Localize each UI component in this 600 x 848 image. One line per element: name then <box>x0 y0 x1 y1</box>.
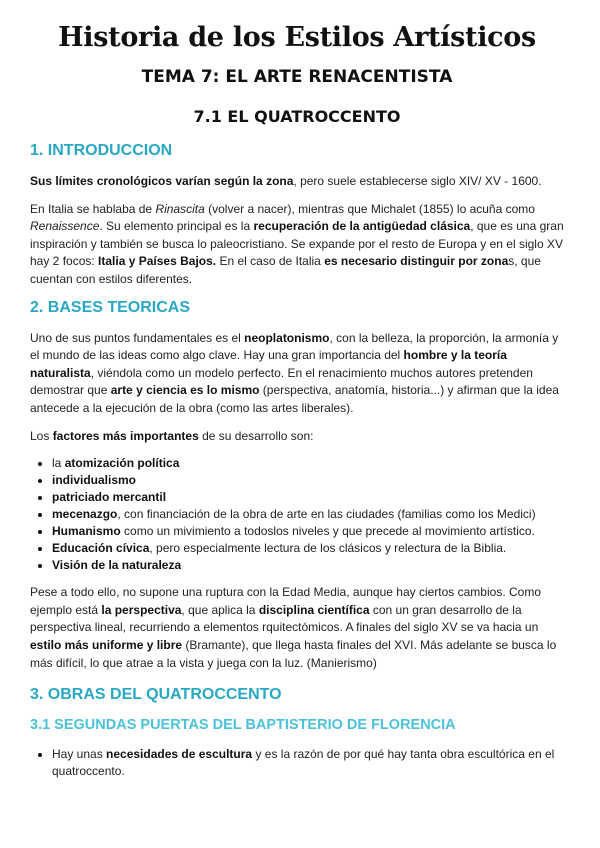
list-item <box>52 489 564 506</box>
text: Uno de sus puntos fundamentales es el <box>30 330 245 345</box>
text: , pero suele establecerse siglo XIV/ XV - 1600. <box>293 174 542 188</box>
text: , que es una gran inspiración y también se busca lo paleocristiano. Se expande por el resto de Europa y en el siglo XV hay 2 focos: <box>30 219 564 269</box>
bold-text: Educación cívica <box>52 541 150 556</box>
bold-text: es necesario distinguir por zona <box>324 254 509 269</box>
section-heading-introduccion: 1. INTRODUCCION <box>30 142 173 159</box>
text: la <box>52 456 65 471</box>
text: , pero especialmente lectura de los clásicos y relectura de la Biblia. <box>149 541 507 556</box>
bold-text: Italia y Países Bajos. <box>98 254 217 269</box>
text: de su desarrollo son: <box>198 428 314 443</box>
factores-list <box>30 455 564 574</box>
bold-text: estilo más uniforme y libre <box>30 637 183 652</box>
bold-text: atomización política <box>64 456 180 471</box>
list-item <box>52 746 564 780</box>
document-title: Historia de los Estilos Artísticos <box>58 22 536 53</box>
paragraph-perspectiva <box>30 584 564 672</box>
text: y es la razón de por qué hay tanta obra escultórica en el quatroccento. <box>52 747 555 779</box>
paragraph-neoplatonismo <box>30 330 564 418</box>
paragraph-italia <box>30 201 564 289</box>
bold-text: hombre y la teoría naturalista <box>30 348 507 380</box>
text: , viéndola como un modelo perfecto. En el renacimiento muchos autores pretenden demostrar que <box>30 365 533 398</box>
text: En el caso de Italia <box>216 254 325 269</box>
list-item <box>52 540 564 557</box>
list-item <box>52 455 564 472</box>
bold-text: Visión de la naturaleza <box>52 558 182 573</box>
paragraph-limites <box>30 173 564 191</box>
text: como un mivimiento a todoslos niveles y que precede al movimiento artístico. <box>120 524 535 539</box>
text: (Bramante), que llega hasta finales del XVI. Más adelante se busca lo más difícil, lo que atrae a la vista y juega con la luz. (Manierismo) <box>30 637 557 670</box>
paragraph-factores <box>30 428 564 446</box>
text: , que aplica la <box>181 602 259 617</box>
list-item <box>52 472 564 489</box>
text: . Su elemento principal es la <box>99 219 254 234</box>
bold-text: Humanismo <box>52 524 121 539</box>
bold-text: necesidades de escultura <box>106 747 253 762</box>
text: Pese a todo ello, no supone una ruptura con la Edad Media, aunque hay ciertos cambios. Como ejemplo está <box>30 585 541 617</box>
text: , con la belleza, la proporción, la armonía y el mundo de las ideas como algo clave. Hay una gran importancia del <box>30 330 559 363</box>
tema-heading: TEMA 7: EL ARTE RENACENTISTA <box>141 67 453 87</box>
text: En Italia se hablaba de <box>30 201 156 216</box>
italic-text: Renaissence <box>30 219 100 234</box>
bold-text: disciplina científica <box>258 602 370 617</box>
text: , con financiación de la obra de arte en las ciudades (familias como los Medici) <box>117 507 536 522</box>
section-heading-obras: 3. OBRAS DEL QUATROCCENTO <box>30 686 282 704</box>
bold-text: arte y ciencia es lo mismo <box>110 383 260 398</box>
obras-list <box>30 746 564 780</box>
subtema-heading: 7.1 EL QUATROCCENTO <box>193 107 401 126</box>
bold-text: la perspectiva <box>101 602 182 617</box>
text: con un gran desarrollo de la perspectiva lineal, recurriendo a elementos rquitectómicos. A finales del siglo XV se va hacia un <box>30 602 539 635</box>
subsection-heading-puertas: 3.1 SEGUNDAS PUERTAS DEL BAPTISTERIO DE FLORENCIA <box>30 717 456 734</box>
bold-text: factores más importantes <box>52 428 199 443</box>
bold-text: Sus límites cronológicos varían según la zona <box>30 174 294 188</box>
bold-text: mecenazgo <box>52 507 118 522</box>
text: (volver a nacer), mientras que Michalet (1855) lo acuña como <box>204 201 535 216</box>
section-heading-bases-teoricas: 2. BASES TEORICAS <box>30 298 191 316</box>
text: Hay unas <box>52 747 107 762</box>
list-item <box>52 523 564 540</box>
bold-text: individualismo <box>52 473 137 488</box>
text: (perspectiva, anatomía, historia...) y afirman que la idea antecede a la ejecución de la obra (como las artes liberales). <box>30 383 559 415</box>
italic-text: Rinascita <box>155 201 205 216</box>
list-item <box>52 557 564 574</box>
bold-text: neoplatonismo <box>244 330 330 345</box>
bold-text: patriciado mercantil <box>52 490 167 505</box>
text: Los <box>30 428 53 443</box>
text: s, que cuentan con estilos diferentes. <box>30 254 541 286</box>
list-item <box>52 506 564 523</box>
bold-text: recuperación de la antigüedad clásica <box>253 219 471 234</box>
